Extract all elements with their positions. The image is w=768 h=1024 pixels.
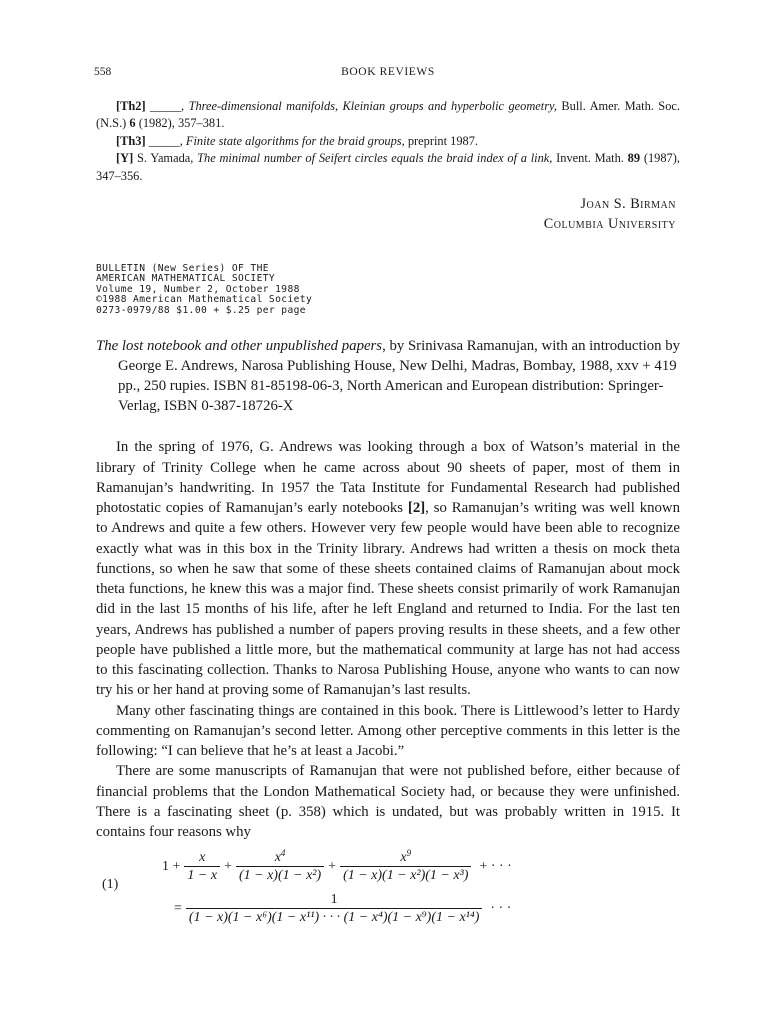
eq-plus: + xyxy=(328,858,337,874)
book-title: The lost notebook and other unpublished papers xyxy=(96,338,383,355)
reference-pages: (1982), 357–381. xyxy=(138,116,225,131)
reference-journal: Invent. Math. xyxy=(556,151,624,166)
eq-denominator: (1 − x)(1 − x⁶)(1 − x¹¹) · · · (1 − x⁴)(1 − x⁹)(1 − x¹⁴) xyxy=(186,908,482,925)
eq-var: x xyxy=(274,850,281,866)
reference-journal: preprint 1987. xyxy=(407,133,479,148)
equation-rhs xyxy=(174,892,511,925)
book-details: , by Srinivasa Ramanujan, with an introduction by George E. Andrews, Narosa Publishing House, New Delhi, Madras, Bombay, 1988, xxv + 419 pp., 250 rupies. ISBN 81-85198-06-3, North American and European distribution: Springer-Verlag, ISBN 0-387-18726-X xyxy=(118,338,681,415)
eq-numerator xyxy=(397,850,414,866)
bulletin-line: 0273-0979/88 $1.00 + $.25 per page xyxy=(96,304,306,316)
eq-term xyxy=(236,850,324,883)
eq-equals: = xyxy=(174,900,182,916)
reference-item xyxy=(96,133,680,150)
reference-title: Three-dimensional manifolds, Kleinian groups and hyperbolic geometry, xyxy=(188,99,557,113)
eq-denominator: (1 − x)(1 − x²)(1 − x³) xyxy=(340,866,471,883)
reference-tag: [Y] xyxy=(116,151,134,166)
reference-author: S. Yamada, xyxy=(136,151,194,166)
eq-numerator: 1 xyxy=(330,892,338,908)
reference-tag: [Th2] xyxy=(116,99,146,113)
reference-item xyxy=(96,150,680,185)
review-body xyxy=(96,437,680,842)
eq-one-plus: 1 + xyxy=(162,858,181,874)
eq-plus: + xyxy=(224,858,232,874)
eq-numerator: x xyxy=(199,850,206,866)
eq-ellipsis: + · · · xyxy=(479,858,512,874)
reference-title: The minimal number of Seifert circles equals the braid index of a link, xyxy=(197,151,553,166)
eq-denominator: 1 − x xyxy=(184,866,220,883)
bulletin-line: BULLETIN (New Series) OF THE xyxy=(96,263,269,275)
reference-list xyxy=(96,98,680,185)
reference-volume: 6 xyxy=(129,116,136,131)
eq-ellipsis: · · · xyxy=(490,900,512,916)
reference-author: _____, xyxy=(150,99,185,113)
paragraph: There are some manuscripts of Ramanujan that were not published before, either because of financial problems that the London Mathematical Society had, or because they were unfinished. There is a fascinating sheet (p. 358) which is undated, but was probably written in 1915. It contains four reasons why xyxy=(96,763,680,841)
book-citation xyxy=(96,336,680,416)
paragraph-text: , so Ramanujan’s writing was well known to Andrews and quite a few others. However very few people would have been able to recognize exactly what was in this box in the Trinity library. Andrews had written a thesis on mock theta functions, so when he saw that some of these sheets contained claims of Ramanujan about mock theta functions, he knew this was a major find. These sheets consist primarily of work Ramanujan did in the last 15 months of his life, after he left England and returned to India. For the last ten years, Andrews has published a number of papers proving results in these sheets, and a few other people have published a little more, but the mathematical community at large has not had access to this fascinating collection. Thanks to Narosa Publishing House, anyone who wants to can now try his or her hand at proving some of Ramanujan’s last results. xyxy=(96,500,680,699)
reviewer-affiliation: Columbia University xyxy=(543,216,676,233)
eq-numerator xyxy=(272,850,289,866)
eq-term xyxy=(186,892,482,925)
reviewer-name: Joan S. Birman xyxy=(580,196,676,213)
eq-term xyxy=(340,850,471,883)
eq-denominator: (1 − x)(1 − x²) xyxy=(236,866,324,883)
reference-author: _____, xyxy=(148,133,183,148)
equation-lhs xyxy=(162,850,512,883)
running-title: BOOK REVIEWS xyxy=(341,66,435,78)
paragraph xyxy=(96,437,680,700)
reference-pages: (1987), 347–356. xyxy=(96,151,680,183)
reference-tag: [Th3] xyxy=(116,133,146,148)
bulletin-line: Volume 19, Number 2, October 1988 xyxy=(96,283,300,295)
eq-var: x xyxy=(400,850,407,866)
bulletin-notice xyxy=(96,264,680,316)
paragraph-text: In the spring of 1976, G. Andrews was looking through a box of Watson’s material in the library of Trinity College when he came across about 90 sheets of paper, most of them in Ramanujan’s handwriting. In 1957 the Tata Institute for Fundamental Research had published photostatic copies of Ramanujan’s early notebooks xyxy=(96,439,680,517)
eq-exponent: 9 xyxy=(406,848,412,859)
reference-title: Finite state algorithms for the braid groups, xyxy=(185,133,405,148)
equation-1 xyxy=(96,850,680,932)
bulletin-line: ©1988 American Mathematical Society xyxy=(96,294,313,306)
reference-volume: 89 xyxy=(627,151,641,166)
eq-exponent: 4 xyxy=(280,848,286,859)
bulletin-line: AMERICAN MATHEMATICAL SOCIETY xyxy=(96,273,276,285)
running-header xyxy=(96,66,680,86)
reference-journal: Bull. Amer. Math. Soc. (N.S.) xyxy=(96,99,680,131)
page xyxy=(96,66,680,932)
reference-item xyxy=(96,98,680,133)
citation-ref: [2] xyxy=(407,500,426,517)
page-number: 558 xyxy=(94,66,112,78)
paragraph: Many other fascinating things are contained in this book. There is Littlewood’s letter to Hardy commenting on Ramanujan’s second letter. Among other perceptive comments in this letter is the following: “I can believe that he’s at least a Jacobi.” xyxy=(96,702,680,760)
eq-term xyxy=(184,850,220,883)
equation-number: (1) xyxy=(102,877,119,893)
reviewer-signature xyxy=(96,194,680,234)
